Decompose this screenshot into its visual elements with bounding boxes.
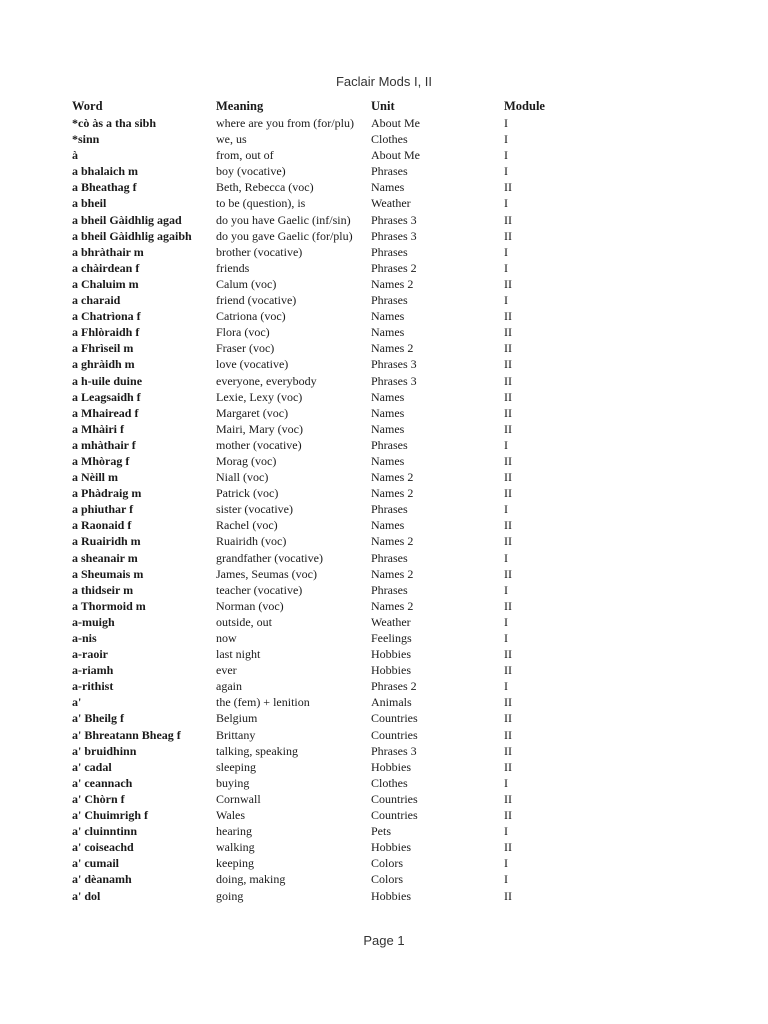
module-cell: I bbox=[504, 631, 508, 645]
meaning-cell: everyone, everybody bbox=[216, 373, 317, 388]
word-cell: a thidseir m bbox=[72, 582, 134, 597]
meaning-cell: Belgium bbox=[216, 711, 258, 726]
meaning-cell: sleeping bbox=[216, 759, 256, 774]
word-cell: a' Bheilg f bbox=[72, 711, 125, 726]
unit-cell: Names bbox=[371, 453, 405, 468]
unit-cell: Phrases bbox=[371, 550, 408, 565]
table-row bbox=[72, 550, 564, 566]
table-row bbox=[72, 147, 564, 163]
word-cell: a' cadal bbox=[72, 759, 112, 774]
module-cell: II bbox=[504, 647, 512, 662]
unit-cell: Pets bbox=[371, 824, 392, 839]
page-footer: Page 1 bbox=[363, 933, 405, 948]
table-row bbox=[72, 421, 564, 437]
module-cell: II bbox=[504, 276, 512, 291]
word-cell: a' Bhreatann Bheag f bbox=[72, 727, 181, 742]
meaning-cell: Mairi, Mary (voc) bbox=[216, 421, 303, 436]
unit-cell: Countries bbox=[371, 808, 418, 823]
table-row bbox=[72, 228, 564, 244]
meaning-cell: Calum (voc) bbox=[216, 276, 277, 291]
word-cell: a Mhàiri f bbox=[72, 421, 124, 436]
column-header-word: Word bbox=[72, 99, 103, 114]
meaning-cell: keeping bbox=[216, 856, 254, 871]
unit-cell: Countries bbox=[371, 711, 418, 726]
word-cell: a' coiseachd bbox=[72, 840, 134, 855]
module-cell: I bbox=[504, 775, 508, 790]
table-row bbox=[72, 373, 564, 389]
word-cell: a Fhlòraidh f bbox=[72, 325, 140, 340]
table-row bbox=[72, 115, 564, 131]
table-row bbox=[72, 678, 564, 694]
unit-cell: Hobbies bbox=[371, 759, 411, 774]
unit-cell: Names bbox=[371, 518, 405, 533]
module-cell: II bbox=[504, 389, 512, 404]
meaning-cell: do you gave Gaelic (for/plu) bbox=[216, 228, 353, 243]
table-row bbox=[72, 888, 564, 904]
unit-cell: Phrases bbox=[371, 502, 408, 517]
unit-cell: Phrases 3 bbox=[371, 228, 417, 243]
table-row bbox=[72, 276, 564, 292]
word-cell: a' bbox=[72, 695, 82, 710]
word-cell: a' cumail bbox=[72, 856, 119, 871]
module-cell: II bbox=[504, 759, 512, 774]
vocabulary-table bbox=[72, 98, 564, 904]
word-cell: a chàirdean f bbox=[72, 260, 140, 275]
module-cell: II bbox=[504, 711, 512, 726]
module-cell: I bbox=[504, 614, 508, 629]
module-cell: II bbox=[504, 357, 512, 372]
module-cell: II bbox=[504, 695, 512, 710]
word-cell: a Raonaid f bbox=[72, 518, 132, 533]
table-row bbox=[72, 485, 564, 501]
word-cell: à bbox=[72, 148, 78, 163]
meaning-cell: from, out of bbox=[216, 148, 274, 163]
table-row bbox=[72, 662, 564, 678]
meaning-cell: Patrick (voc) bbox=[216, 486, 279, 501]
column-header-module: Module bbox=[504, 99, 545, 114]
meaning-cell: going bbox=[216, 888, 244, 903]
meaning-cell: we, us bbox=[216, 132, 247, 147]
word-cell: a bheil Gàidhlig agaibh bbox=[72, 228, 192, 243]
unit-cell: Names 2 bbox=[371, 470, 414, 485]
table-row bbox=[72, 179, 564, 195]
word-cell: a' Chòrn f bbox=[72, 791, 125, 806]
unit-cell: Clothes bbox=[371, 132, 408, 147]
meaning-cell: Norman (voc) bbox=[216, 598, 284, 613]
unit-cell: Clothes bbox=[371, 775, 408, 790]
meaning-cell: Cornwall bbox=[216, 791, 261, 806]
table-row bbox=[72, 598, 564, 614]
module-cell: I bbox=[504, 196, 508, 211]
word-cell: a-rithist bbox=[72, 679, 114, 694]
meaning-cell: again bbox=[216, 679, 242, 694]
table-row bbox=[72, 212, 564, 228]
word-cell: a Bheathag f bbox=[72, 180, 137, 195]
unit-cell: Phrases 2 bbox=[371, 679, 417, 694]
meaning-cell: Niall (voc) bbox=[216, 470, 269, 485]
module-cell: II bbox=[504, 888, 512, 903]
word-cell: a Chaluim m bbox=[72, 276, 139, 291]
module-cell: II bbox=[504, 405, 512, 420]
unit-cell: Phrases 3 bbox=[371, 212, 417, 227]
module-cell: II bbox=[504, 598, 512, 613]
meaning-cell: talking, speaking bbox=[216, 743, 298, 758]
module-cell: I bbox=[504, 437, 508, 452]
module-cell: I bbox=[504, 260, 508, 275]
table-row bbox=[72, 517, 564, 533]
table-row bbox=[72, 727, 564, 743]
word-cell: a charaid bbox=[72, 293, 121, 308]
table-row bbox=[72, 694, 564, 710]
module-cell: II bbox=[504, 840, 512, 855]
table-row bbox=[72, 582, 564, 598]
word-cell: a' cluinntinn bbox=[72, 824, 138, 839]
word-cell: a Nèill m bbox=[72, 470, 118, 485]
table-row bbox=[72, 195, 564, 211]
word-cell: *sinn bbox=[72, 132, 100, 147]
word-cell: a' dèanamh bbox=[72, 872, 132, 887]
word-cell: a Ruairidh m bbox=[72, 534, 141, 549]
meaning-cell: do you have Gaelic (inf/sin) bbox=[216, 212, 351, 227]
word-cell: a' Chuimrigh f bbox=[72, 808, 149, 823]
table-row bbox=[72, 775, 564, 791]
table-row bbox=[72, 710, 564, 726]
meaning-cell: Lexie, Lexy (voc) bbox=[216, 389, 303, 404]
unit-cell: Countries bbox=[371, 727, 418, 742]
meaning-cell: Ruairidh (voc) bbox=[216, 534, 287, 549]
unit-cell: Names bbox=[371, 309, 405, 324]
word-cell: a ghràidh m bbox=[72, 357, 135, 372]
table-row bbox=[72, 437, 564, 453]
unit-cell: About Me bbox=[371, 116, 420, 130]
meaning-cell: Brittany bbox=[216, 727, 256, 742]
word-cell: a-riamh bbox=[72, 663, 114, 678]
unit-cell: Names bbox=[371, 325, 405, 340]
word-cell: a-raoir bbox=[72, 647, 108, 662]
meaning-cell: doing, making bbox=[216, 872, 286, 887]
meaning-cell: Wales bbox=[216, 808, 246, 823]
module-cell: I bbox=[504, 293, 508, 308]
meaning-cell: sister (vocative) bbox=[216, 502, 293, 517]
module-cell: I bbox=[504, 148, 508, 163]
module-cell: II bbox=[504, 212, 512, 227]
meaning-cell: friend (vocative) bbox=[216, 293, 297, 308]
meaning-cell: James, Seumas (voc) bbox=[216, 566, 317, 581]
unit-cell: Weather bbox=[371, 614, 411, 629]
meaning-cell: Morag (voc) bbox=[216, 453, 277, 468]
page-title: Faclair Mods I, II bbox=[335, 74, 433, 89]
table-row bbox=[72, 469, 564, 485]
word-cell: a Phàdraig m bbox=[72, 486, 142, 501]
word-cell: *cò às a tha sibh bbox=[72, 116, 157, 130]
module-cell: I bbox=[504, 164, 508, 179]
unit-cell: Phrases bbox=[371, 164, 408, 179]
table-row bbox=[72, 292, 564, 308]
module-cell: I bbox=[504, 856, 508, 871]
word-cell: a h-uile duine bbox=[72, 373, 143, 388]
meaning-cell: walking bbox=[216, 840, 255, 855]
unit-cell: Animals bbox=[371, 695, 412, 710]
table-row bbox=[72, 340, 564, 356]
word-cell: a Chatrìona f bbox=[72, 309, 141, 324]
meaning-cell: where are you from (for/plu) bbox=[216, 116, 354, 130]
word-cell: a Sheumais m bbox=[72, 566, 144, 581]
module-cell: I bbox=[504, 502, 508, 517]
unit-cell: Colors bbox=[371, 872, 404, 887]
word-cell: a Thormoid m bbox=[72, 598, 146, 613]
unit-cell: Phrases 3 bbox=[371, 743, 417, 758]
table-row bbox=[72, 823, 564, 839]
table-row bbox=[72, 389, 564, 405]
module-cell: II bbox=[504, 518, 512, 533]
meaning-cell: Catriona (voc) bbox=[216, 309, 286, 324]
unit-cell: Phrases 2 bbox=[371, 260, 417, 275]
unit-cell: Phrases bbox=[371, 437, 408, 452]
word-cell: a bheil Gàidhlig agad bbox=[72, 212, 182, 227]
meaning-cell: Beth, Rebecca (voc) bbox=[216, 180, 314, 195]
word-cell: a sheanair m bbox=[72, 550, 138, 565]
module-cell: II bbox=[504, 791, 512, 806]
table-row bbox=[72, 501, 564, 517]
module-cell: II bbox=[504, 663, 512, 678]
word-cell: a-muigh bbox=[72, 614, 115, 629]
unit-cell: Colors bbox=[371, 856, 404, 871]
module-cell: II bbox=[504, 180, 512, 195]
table-row bbox=[72, 131, 564, 147]
table-row bbox=[72, 405, 564, 421]
unit-cell: Names bbox=[371, 405, 405, 420]
table-row bbox=[72, 244, 564, 260]
module-cell: II bbox=[504, 566, 512, 581]
unit-cell: Names bbox=[371, 180, 405, 195]
unit-cell: Phrases bbox=[371, 244, 408, 259]
table-row bbox=[72, 533, 564, 549]
meaning-cell: hearing bbox=[216, 824, 252, 839]
unit-cell: Hobbies bbox=[371, 840, 411, 855]
module-cell: II bbox=[504, 727, 512, 742]
table-row bbox=[72, 807, 564, 823]
unit-cell: Names 2 bbox=[371, 341, 414, 356]
meaning-cell: now bbox=[216, 631, 237, 645]
unit-cell: Names bbox=[371, 389, 405, 404]
module-cell: II bbox=[504, 453, 512, 468]
unit-cell: Phrases 3 bbox=[371, 357, 417, 372]
meaning-cell: Margaret (voc) bbox=[216, 405, 289, 420]
table-row bbox=[72, 614, 564, 630]
unit-cell: Names 2 bbox=[371, 566, 414, 581]
unit-cell: Names bbox=[371, 421, 405, 436]
meaning-cell: Flora (voc) bbox=[216, 325, 270, 340]
meaning-cell: the (fem) + lenition bbox=[216, 695, 310, 710]
word-cell: a' dol bbox=[72, 888, 101, 903]
unit-cell: Phrases bbox=[371, 293, 408, 308]
unit-cell: Countries bbox=[371, 791, 418, 806]
table-row bbox=[72, 791, 564, 807]
module-cell: II bbox=[504, 534, 512, 549]
module-cell: II bbox=[504, 228, 512, 243]
word-cell: a-nis bbox=[72, 631, 97, 645]
table-row bbox=[72, 163, 564, 179]
module-cell: II bbox=[504, 309, 512, 324]
module-cell: I bbox=[504, 116, 508, 130]
meaning-cell: grandfather (vocative) bbox=[216, 550, 323, 565]
word-cell: a Leagsaidh f bbox=[72, 389, 141, 404]
table-row bbox=[72, 260, 564, 276]
unit-cell: Feelings bbox=[371, 631, 412, 645]
table-row bbox=[72, 839, 564, 855]
module-cell: II bbox=[504, 743, 512, 758]
column-header-meaning: Meaning bbox=[216, 99, 264, 114]
meaning-cell: teacher (vocative) bbox=[216, 582, 303, 597]
word-cell: a Fhrìseil m bbox=[72, 341, 134, 356]
unit-cell: Phrases 3 bbox=[371, 373, 417, 388]
unit-cell: Names 2 bbox=[371, 276, 414, 291]
unit-cell: Hobbies bbox=[371, 663, 411, 678]
module-cell: I bbox=[504, 132, 508, 147]
module-cell: I bbox=[504, 550, 508, 565]
meaning-cell: love (vocative) bbox=[216, 357, 289, 372]
meaning-cell: last night bbox=[216, 647, 261, 662]
meaning-cell: outside, out bbox=[216, 614, 272, 629]
unit-cell: Weather bbox=[371, 196, 411, 211]
unit-cell: Names 2 bbox=[371, 534, 414, 549]
module-cell: I bbox=[504, 679, 508, 694]
module-cell: I bbox=[504, 872, 508, 887]
module-cell: I bbox=[504, 824, 508, 839]
column-header-unit: Unit bbox=[371, 99, 395, 114]
module-cell: II bbox=[504, 341, 512, 356]
meaning-cell: to be (question), is bbox=[216, 196, 306, 211]
word-cell: a' ceannach bbox=[72, 775, 133, 790]
table-row bbox=[72, 566, 564, 582]
module-cell: II bbox=[504, 486, 512, 501]
module-cell: II bbox=[504, 470, 512, 485]
word-cell: a bhràthair m bbox=[72, 244, 144, 259]
unit-cell: About Me bbox=[371, 148, 420, 163]
meaning-cell: mother (vocative) bbox=[216, 437, 302, 452]
word-cell: a bhalaich m bbox=[72, 164, 139, 179]
module-cell: II bbox=[504, 421, 512, 436]
meaning-cell: ever bbox=[216, 663, 237, 678]
table-row bbox=[72, 855, 564, 871]
module-cell: II bbox=[504, 325, 512, 340]
table-row bbox=[72, 871, 564, 887]
table-row bbox=[72, 646, 564, 662]
word-cell: a' bruidhinn bbox=[72, 743, 137, 758]
unit-cell: Names 2 bbox=[371, 486, 414, 501]
table-row bbox=[72, 759, 564, 775]
table-row bbox=[72, 324, 564, 340]
table-body bbox=[72, 115, 564, 904]
unit-cell: Hobbies bbox=[371, 888, 411, 903]
table-row bbox=[72, 453, 564, 469]
word-cell: a phiuthar f bbox=[72, 502, 134, 517]
word-cell: a bheil bbox=[72, 196, 107, 211]
word-cell: a mhàthair f bbox=[72, 437, 136, 452]
table-row bbox=[72, 743, 564, 759]
unit-cell: Phrases bbox=[371, 582, 408, 597]
table-row bbox=[72, 630, 564, 646]
module-cell: I bbox=[504, 244, 508, 259]
unit-cell: Names 2 bbox=[371, 598, 414, 613]
module-cell: I bbox=[504, 582, 508, 597]
module-cell: II bbox=[504, 808, 512, 823]
meaning-cell: buying bbox=[216, 775, 250, 790]
meaning-cell: Rachel (voc) bbox=[216, 518, 278, 533]
meaning-cell: brother (vocative) bbox=[216, 244, 303, 259]
word-cell: a Mhairead f bbox=[72, 405, 139, 420]
meaning-cell: friends bbox=[216, 260, 250, 275]
meaning-cell: boy (vocative) bbox=[216, 164, 286, 179]
word-cell: a Mhòrag f bbox=[72, 453, 130, 468]
table-header-row bbox=[72, 98, 564, 115]
table-row bbox=[72, 308, 564, 324]
table-row bbox=[72, 356, 564, 372]
unit-cell: Hobbies bbox=[371, 647, 411, 662]
module-cell: II bbox=[504, 373, 512, 388]
meaning-cell: Fraser (voc) bbox=[216, 341, 275, 356]
